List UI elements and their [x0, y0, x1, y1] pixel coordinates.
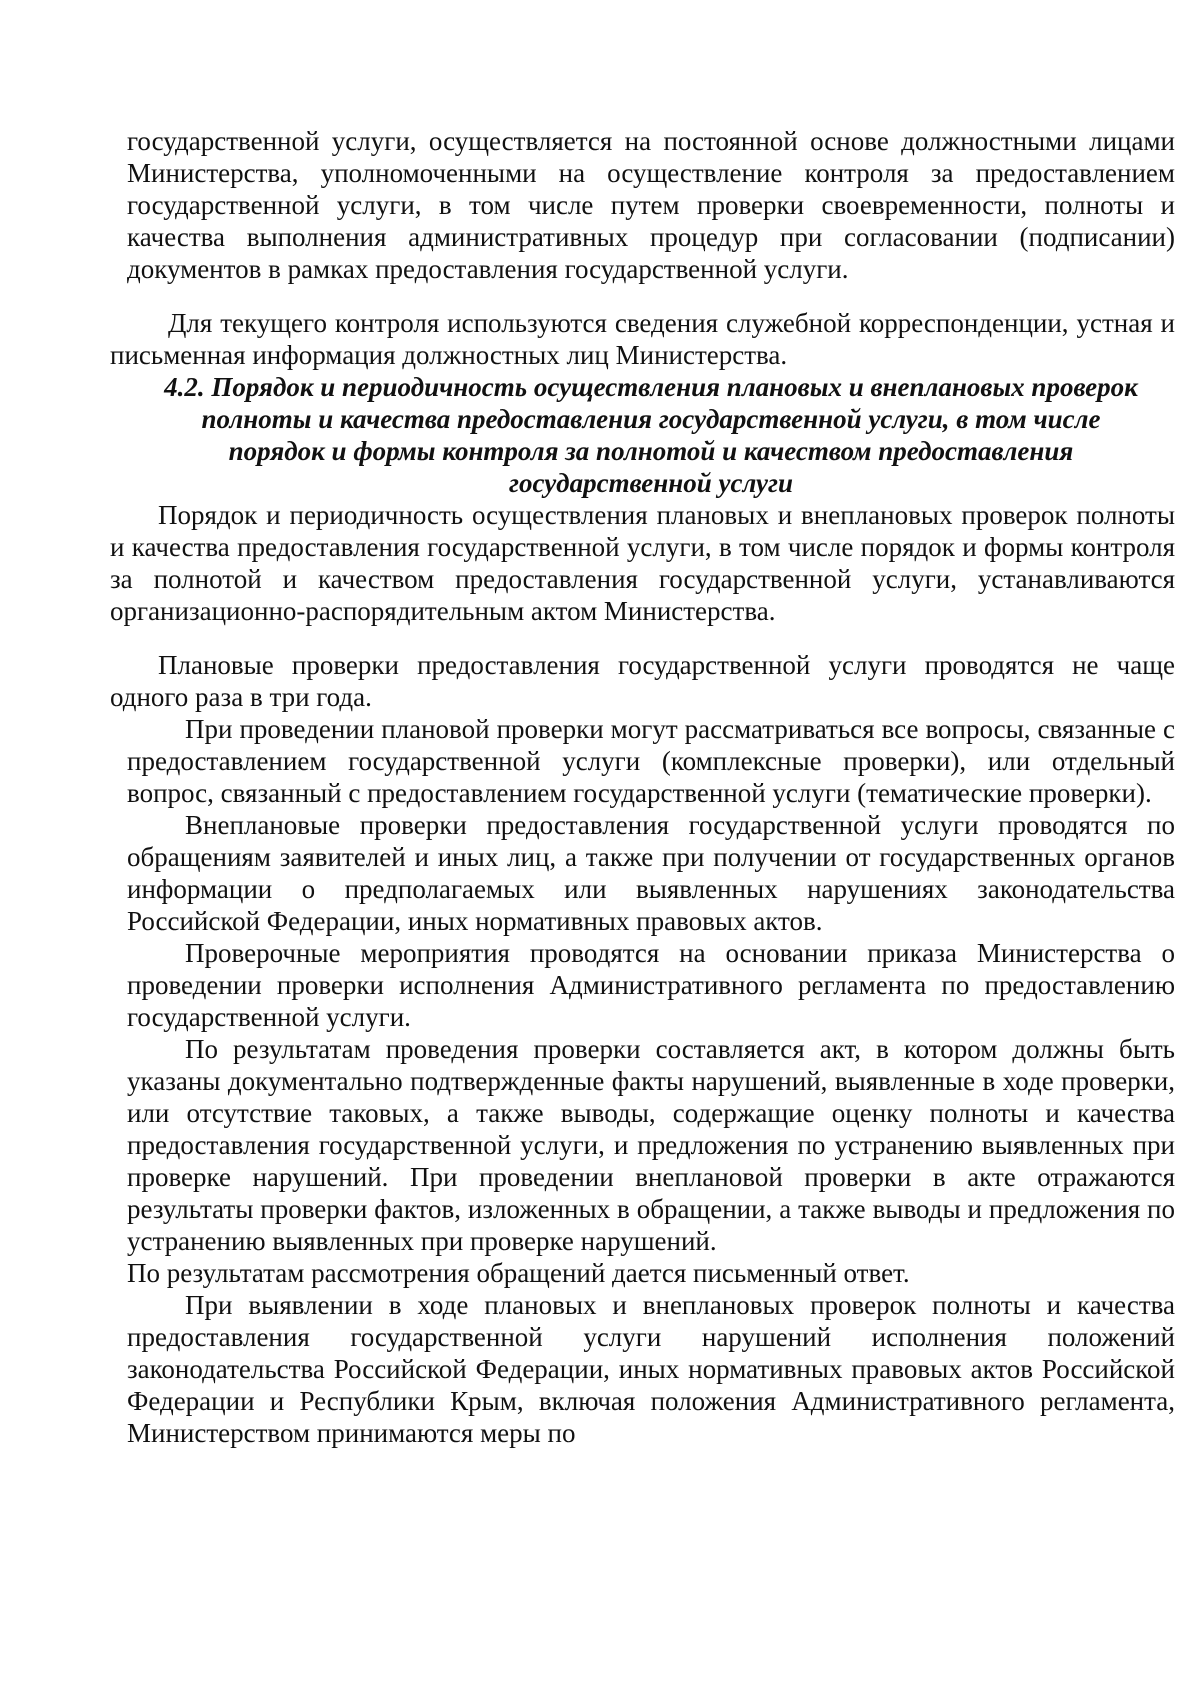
paragraph-inspection-act: По результатам проведения проверки составляется акт, в котором должны быть указаны документально подтвержденные факты нарушений, выявленные в ходе проверки, или отсутствие таковых, а также выводы, содержащие оценку полноты и качества предоставления государственной услуги, и предложения по устранению выявленных при проверке нарушений. При проведении внеплановой проверки в акте отражаются результаты проверки фактов, изложенных в обращении, а также выводы и предложения по устранению выявленных при проверке нарушений. — [127, 1034, 1175, 1256]
paragraph-violations-measures: При выявлении в ходе плановых и внеплановых проверок полноты и качества предоставления государственной услуги нарушений исполнения положений законодательства Российской Федерации, иных нормативных правовых актов Российской Федерации и Республики Крым, включая положения Административного регламента, Министерством принимаются меры по — [127, 1290, 1175, 1448]
paragraph-inspection-measures: Проверочные мероприятия проводятся на основании приказа Министерства о проведении проверки исполнения Административного регламента по предоставлению государственной услуги. — [127, 938, 1175, 1032]
paragraph-unplanned-inspections: Внеплановые проверки предоставления государственной услуги проводятся по обращениям заявителей и иных лиц, а также при получении от государственных органов информации о предполагаемых или выявленных нарушениях законодательства Российской Федерации, иных нормативных правовых актов. — [127, 810, 1175, 936]
paragraph-planned-inspection-scope: При проведении плановой проверки могут рассматриваться все вопросы, связанные с предоставлением государственной услуги (комплексные проверки), или отдельный вопрос, связанный с предоставлением государственной услуги (тематические проверки). — [127, 714, 1175, 808]
paragraph-inspection-order: Порядок и периодичность осуществления плановых и внеплановых проверок полноты и качества предоставления государственной услуги, в том числе порядок и формы контроля за полнотой и качеством предоставления государственной услуги, устанавливаются организационно-распорядительным актом Министерства. — [110, 500, 1175, 626]
paragraph-control-officials: государственной услуги, осуществляется на постоянной основе должностными лицами Министерства, уполномоченными на осуществление контроля за предоставлением государственной услуги, в том числе путем проверки своевременности, полноты и качества выполнения административных процедур при согласовании (подписании) документов в рамках предоставления государственной услуги. — [127, 126, 1175, 284]
section-heading-4-2: 4.2. Порядок и периодичность осуществления плановых и внеплановых проверок полноты и качества предоставления государственной услуги, в том числе порядок и формы контроля за полнотой и качеством предоставления государственной услуги — [164, 372, 1138, 498]
paragraph-written-response: По результатам рассмотрения обращений дается письменный ответ. — [127, 1258, 910, 1288]
document-body — [110, 125, 1175, 1449]
paragraph-current-control: Для текущего контроля используются сведения служебной корреспонденции, устная и письменная информация должностных лиц Министерства. — [110, 308, 1175, 370]
paragraph-planned-inspections: Плановые проверки предоставления государственной услуги проводятся не чаще одного раза в три года. — [110, 650, 1175, 712]
